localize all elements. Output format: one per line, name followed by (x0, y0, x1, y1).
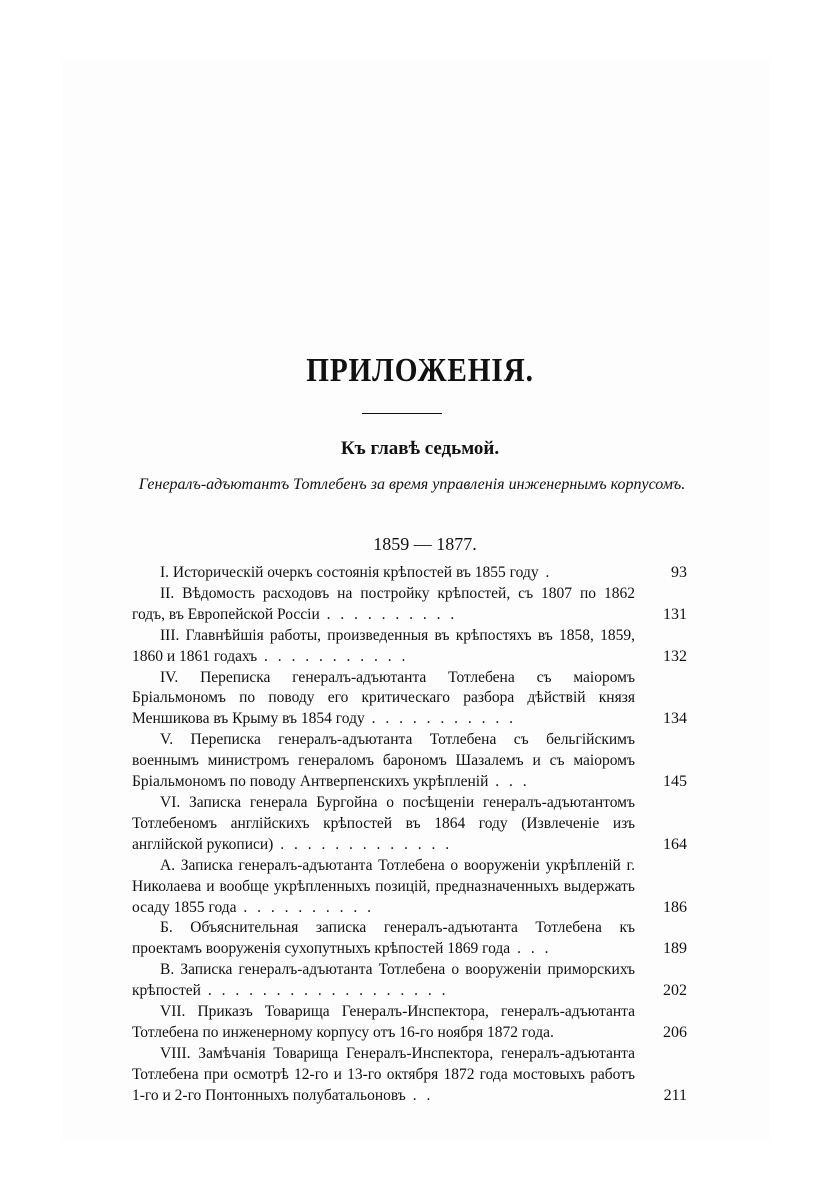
title-divider (362, 413, 442, 414)
toc-page-number: 164 (663, 835, 687, 853)
toc-page-number: 93 (671, 564, 687, 581)
toc-entry-text: VII. Приказъ Товарища Генералъ-Инспектора, генералъ-адъютанта Тотлебена по инженерному корпусу отъ 16-го ноября 1872 года. (132, 1003, 635, 1041)
toc-page-number: 211 (663, 1086, 687, 1104)
date-range: 1859 — 1877. (373, 534, 477, 554)
toc-entry (132, 1002, 687, 1044)
toc-entry-text: В. Записка генералъ-адъютанта Тотлебена о вооруженіи приморскихъ крѣпостей (132, 961, 635, 1000)
toc-leader-dots: . . (405, 1086, 434, 1104)
toc-page-number: 202 (663, 982, 687, 1000)
toc-entry (132, 960, 687, 1002)
toc-leader-dots: . . . (510, 940, 552, 958)
toc-page-number: 134 (663, 710, 687, 728)
toc-entry (132, 1044, 687, 1107)
toc-leader-dots: . . . . . . . . . . (236, 898, 375, 916)
toc-entry (132, 563, 687, 584)
toc-leader-dots: . (538, 564, 553, 581)
toc-page-number: 145 (663, 773, 687, 791)
chapter-heading: Къ главѣ седьмой. (340, 438, 500, 459)
toc-entry-text: А. Записка генералъ-адъютанта Тотлебена о вооруженіи укрѣпленій г. Николаева и вообще укрѣпленныхъ позицій, предназначенныхъ выдержать осаду 1855 года (132, 856, 635, 916)
toc-page-number: 132 (663, 647, 687, 665)
toc-entry-text: VI. Записка генерала Бургойна о посѣщеніи генералъ-адъютантомъ Тотлебеномъ англійскихъ крѣпостей въ 1864 году (Извлеченіе изъ англійской рукописи) (132, 793, 635, 853)
toc-entry-text: IV. Переписка генералъ-адъютанта Тотлебена съ маіоромъ Бріальмономъ по поводу его критическаго разбора дѣйствій князя Меншикова въ Крыму въ 1854 году (132, 668, 635, 728)
toc-entry (132, 856, 687, 919)
toc-leader-dots: . . . . . . . . . . . . . . . . . . (200, 982, 449, 1000)
toc-entry (132, 793, 687, 856)
toc-entry (132, 730, 687, 793)
toc-entry (132, 584, 687, 626)
toc-entry-text: VIII. Замѣчанія Товарища Генералъ-Инспектора, генералъ-адъютанта Тотлебена при осмотрѣ 12-го и 13-го октября 1872 года мостовыхъ работъ 1-го и 2-го Понтонныхъ полубатальоновъ (132, 1044, 635, 1104)
toc-page-number: 186 (663, 898, 687, 916)
toc-entry-text: Б. Объяснительная записка генералъ-адъютанта Тотлебена къ проектамъ вооруженія сухопутныхъ крѣпостей 1869 года (132, 919, 635, 958)
toc-entry (132, 626, 687, 668)
toc-entry-text: I. Историческій очеркъ состоянія крѣпостей въ 1855 году (160, 564, 539, 581)
toc-page-number: 206 (663, 1023, 687, 1041)
toc-entry-text: V. Переписка генералъ-адъютанта Тотлебена съ бельгійскимъ военнымъ министромъ генераломъ барономъ Шазалемъ и съ маіоромъ Бріальмономъ по поводу Антверпенскихъ укрѣпленій (132, 731, 635, 791)
page-title: ПРИЛОЖЕНІЯ. (306, 352, 534, 389)
toc-entry (132, 668, 687, 731)
toc-leader-dots: . . . . . . . . . . (319, 605, 458, 623)
toc-page-number: 131 (663, 605, 687, 623)
toc-entry-text: II. Вѣдомость расходовъ на постройку крѣпостей, съ 1807 по 1862 годъ, въ Европейской Россіи (132, 584, 635, 623)
toc-entry-text: III. Главнѣйшія работы, произведенныя въ крѣпостяхъ въ 1858, 1859, 1860 и 1861 годахъ (132, 626, 635, 665)
toc-page-number: 189 (663, 940, 687, 958)
toc-leader-dots: . . . . . . . . . . . (257, 647, 409, 665)
toc-entry (132, 918, 687, 960)
toc-leader-dots: . . . . . . . . . . . . . (273, 835, 453, 853)
toc-leader-dots: . . . (488, 773, 530, 791)
toc-leader-dots: . . . . . . . . . . . (364, 710, 516, 728)
table-of-contents (132, 563, 687, 1107)
section-subtitle: Генералъ-адъютантъ Тотлебенъ за время управленія инженернымъ корпусомъ. (138, 476, 686, 493)
